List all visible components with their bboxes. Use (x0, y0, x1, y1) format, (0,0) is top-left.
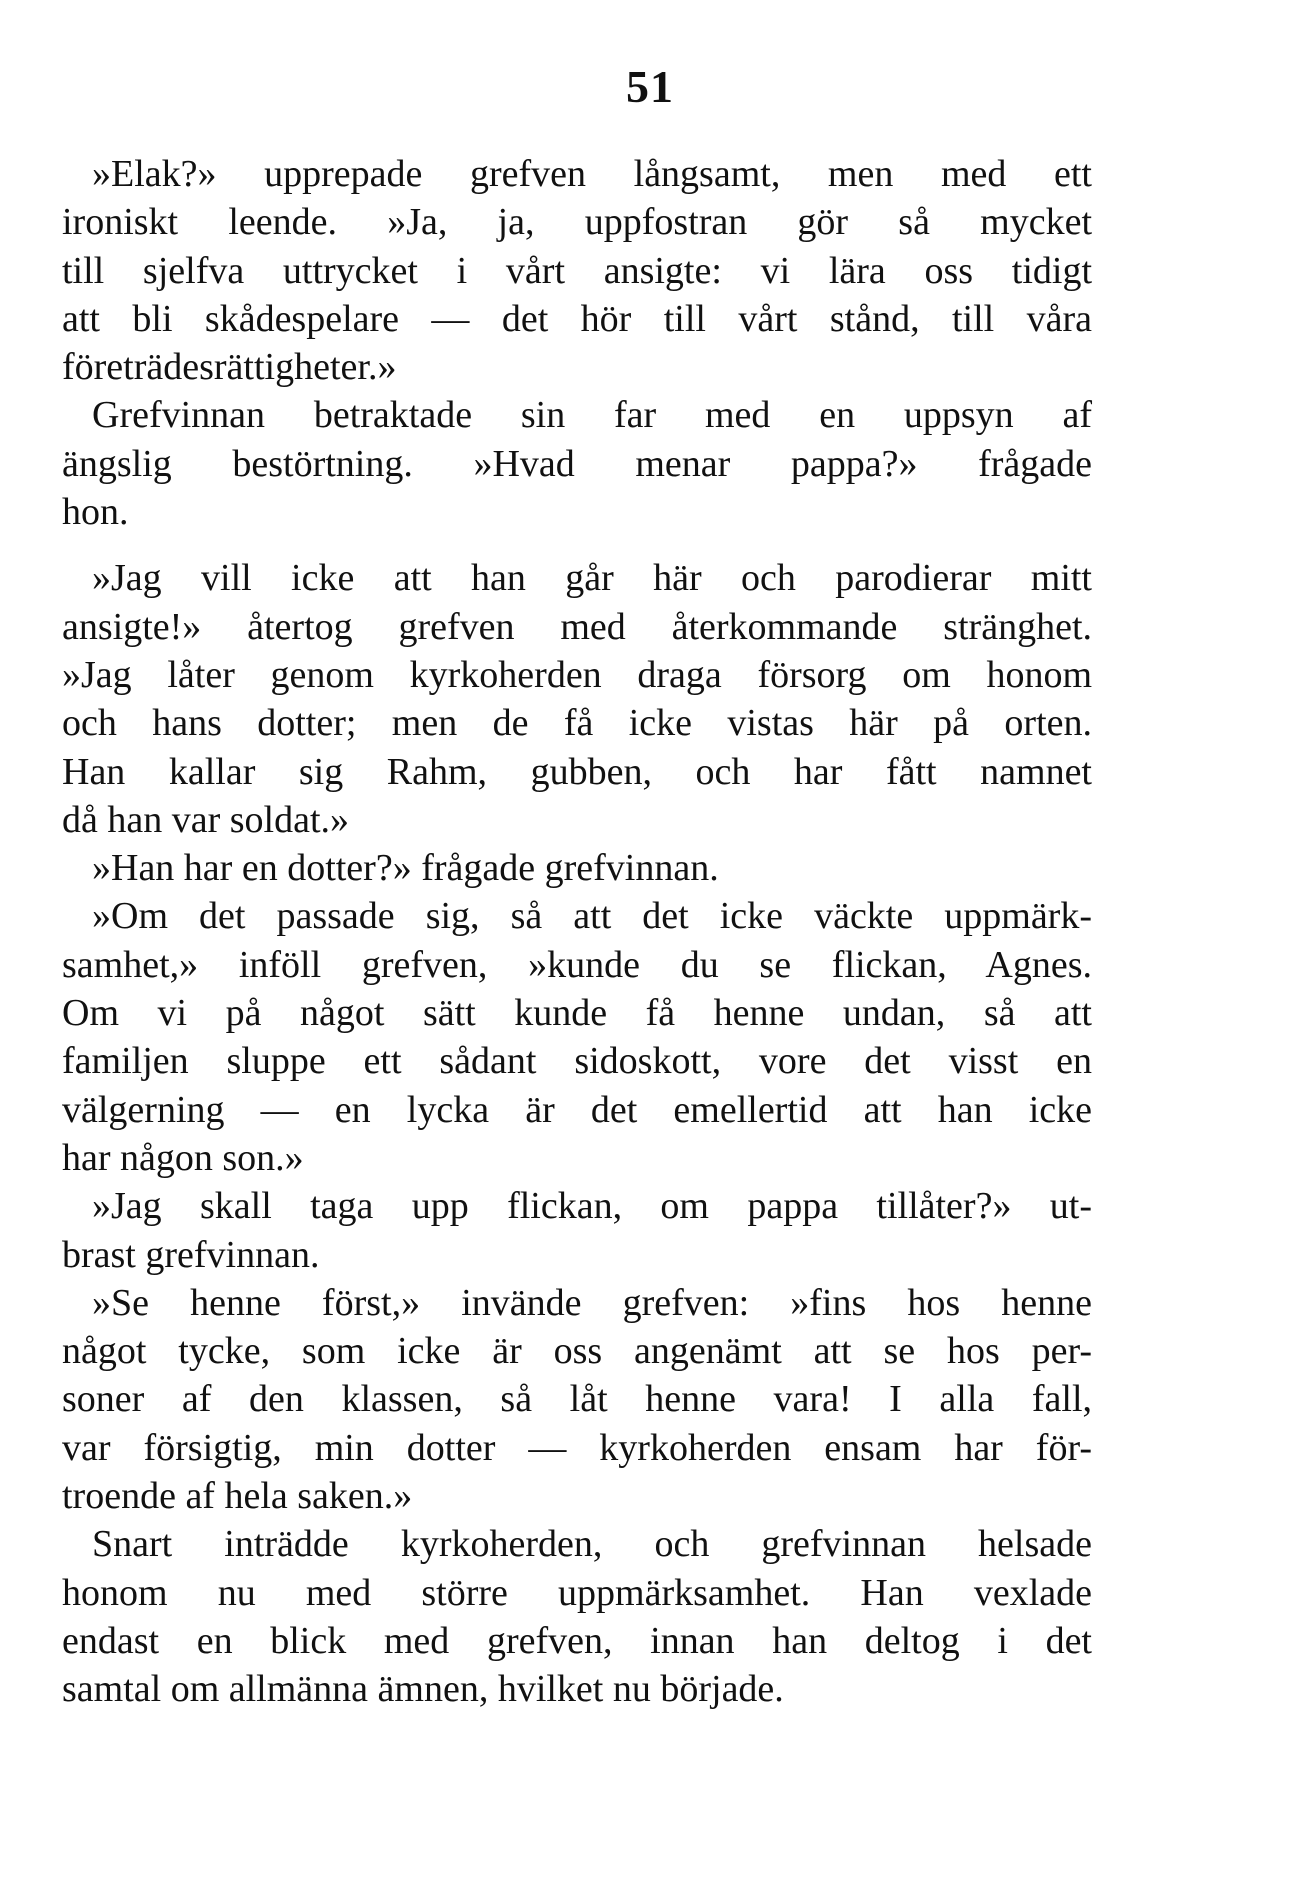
text-line: välgerning — en lycka är det emellertid att han icke (62, 1088, 1092, 1131)
text-line: ansigte!» återtog grefven med återkommande stränghet. (62, 605, 1092, 648)
text-line: »Elak?» upprepade grefven långsamt, men med ett (92, 153, 1092, 195)
text-line: »Om det passade sig, så att det icke väckte uppmärk- (92, 895, 1092, 938)
text-line: Grefvinnan betraktade sin far med en uppsyn af (92, 394, 1092, 437)
text-line: endast en blick med grefven, innan han deltog i det (62, 1619, 1092, 1662)
text-line: samhet,» inföll grefven, »kunde du se flickan, Agnes. (62, 943, 1092, 986)
text-line: »Jag skall taga upp flickan, om pappa tillåter?» ut- (92, 1185, 1092, 1228)
text-line: företrädesrättigheter.» (62, 346, 397, 389)
text-line: troende af hela saken.» (62, 1475, 413, 1518)
text-line: brast grefvinnan. (62, 1233, 320, 1276)
text-line: Snart inträdde kyrkoherden, och grefvinnan helsade (92, 1523, 1092, 1566)
text-line: Om vi på något sätt kunde få henne undan, så att (62, 992, 1092, 1035)
body-text (62, 150, 1092, 1714)
text-line: ironiskt leende. »Ja, ja, uppfostran gör så mycket (62, 201, 1092, 244)
text-line: samtal om allmänna ämnen, hvilket nu började. (62, 1668, 784, 1711)
text-line: har någon son.» (62, 1136, 304, 1179)
text-line: familjen sluppe ett sådant sidoskott, vore det visst en (62, 1040, 1092, 1083)
text-line: att bli skådespelare — det hör till vårt stånd, till våra (62, 297, 1092, 340)
text-line: var försigtig, min dotter — kyrkoherden ensam har för- (62, 1426, 1092, 1469)
text-line: och hans dotter; men de få icke vistas här på orten. (62, 702, 1092, 745)
text-line: då han var soldat.» (62, 798, 350, 841)
text-line: hon. (62, 491, 129, 534)
page-number: 51 (626, 61, 674, 112)
text-line: till sjelfva uttrycket i vårt ansigte: vi lära oss tidigt (62, 249, 1092, 292)
text-line: »Se henne först,» invände grefven: »fins hos henne (92, 1281, 1092, 1324)
text-line: honom nu med större uppmärksamhet. Han vexlade (62, 1571, 1092, 1614)
text-line: ängslig bestörtning. »Hvad menar pappa?» frågade (62, 442, 1092, 485)
text-line: något tycke, som icke är oss angenämt att se hos per- (62, 1330, 1092, 1373)
text-line: »Jag vill icke att han går här och parodierar mitt (92, 557, 1092, 600)
text-line: soner af den klassen, så låt henne vara! I alla fall, (62, 1378, 1092, 1421)
text-line: Han kallar sig Rahm, gubben, och har fått namnet (62, 750, 1092, 793)
text-line: »Han har en dotter?» frågade grefvinnan. (92, 847, 719, 890)
text-line: »Jag låter genom kyrkoherden draga försorg om honom (62, 653, 1092, 696)
